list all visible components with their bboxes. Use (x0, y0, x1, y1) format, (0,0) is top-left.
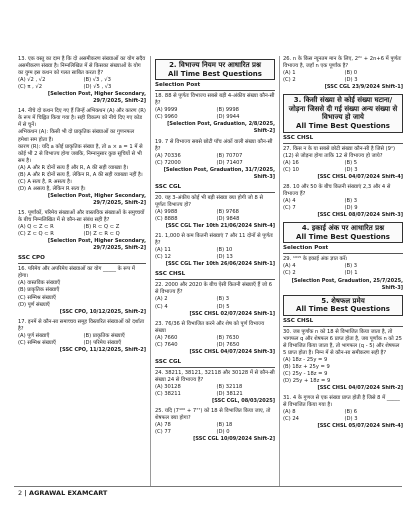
option-d: (D) 25y + 18z = 9 (283, 378, 331, 385)
section-subtitle: All Time Best Questions (168, 69, 262, 78)
question-text: 22. 2000 और 2020 के बीच ऐसी कितनी संख्याएँ हैं जो 6 से विभाज्य हैं? (155, 282, 273, 296)
brand-name: AGRAWAL EXAMCART (29, 489, 108, 497)
option-d: (D) 13 (216, 254, 233, 261)
option-c: (C) 24 (283, 416, 299, 423)
option-d: (D) A असत्य है, लेकिन R सत्य है। (18, 185, 86, 192)
question-31 (283, 395, 403, 430)
question-source: [Selection Post, Graduation, 25/7/2025, Shift-3] (291, 277, 403, 291)
page-footer (18, 489, 107, 497)
option-b: (B) 3 (344, 197, 358, 204)
option-d: (D) √5 , √3 (83, 84, 112, 91)
options (155, 209, 275, 223)
question-26 (283, 56, 403, 91)
option-b: (B) 7630 (216, 334, 239, 341)
question-18 (155, 93, 275, 135)
question-text: 23. 76/36 से विभाजित करने और शेष को पूर्ण विभाज्य संख्या (155, 320, 265, 334)
option-a: (A) 4 (283, 197, 296, 204)
question-14 (18, 108, 146, 207)
option-a: (A) 9988 (155, 208, 178, 215)
exam-heading: SSC CHSL (155, 271, 275, 280)
options (283, 357, 403, 385)
options (283, 160, 403, 174)
option-d: (D) 3 (344, 77, 358, 84)
option-b: (B) √3 , √3 (83, 77, 111, 84)
section-subtitle: All Time Best Questions (296, 305, 390, 314)
option-b: (B) 10 (216, 247, 233, 254)
page-number: 2 (18, 489, 23, 497)
assertion: अभिकथन (A): किसी भी दो प्राकृतिक संख्याओं का गुणनफल हमेशा सम होता है। (18, 129, 135, 143)
question-text: 24. 38211, 38121, 32118 और 30128 में से कौन-सी संख्या 24 से विभाज्य है? (155, 369, 275, 383)
question-source: [Selection Post, Higher Secondary, 29/7/2025, Shift-2] (47, 91, 146, 105)
question-23 (155, 321, 275, 356)
column-divider (279, 56, 280, 486)
option-b: (B) R ⊂ Q ⊂ Z (83, 224, 120, 231)
question-27 (283, 146, 403, 181)
option-b: (B) प्राकृतिक संख्याएँ (83, 332, 125, 339)
question-16 (18, 266, 146, 315)
question-text: 30. जब पूर्णांक n को 18 से विभाजित किया जाता है, तो भागफल q और शेषफल 6 प्राप्त होता है, जब पूर्णांक n को 25 से विभाजित किया जाता है, तो भागफल (q - 5) और शेषफल 5 प्राप्त होता है। निम्न में से कौन-सा समीकरण सही है? (283, 328, 402, 356)
option-d: (D) 38121 (216, 391, 243, 398)
option-c: (C) 7640 (155, 341, 178, 348)
question-19 (155, 139, 275, 181)
question-source: [SSC CGL Tier 10th 26/06/2024 Shift-1] (165, 261, 275, 268)
option-a: (A) 7660 (155, 334, 178, 341)
option-a: (A) 30128 (155, 383, 181, 390)
option-b: (B) 3 (216, 296, 230, 303)
option-b: (B) 18z + 25y = 9 (283, 364, 330, 371)
options (155, 335, 275, 349)
question-text: 31. 4 के गुणज से एक संख्या प्राप्त होती है जिसे 8 में _____ से विभाजित किया गया है। (283, 395, 400, 409)
section-banner (155, 59, 275, 80)
option-d: (D) 0 (216, 429, 230, 436)
option-c: (C) 2 (283, 270, 296, 277)
question-text: 18. 88 से पूर्णतः विभाज्य सबसे बड़ी 4-अंकीय संख्या कौन-सी है? (155, 93, 275, 107)
option-c: (C) 9960 (155, 114, 178, 121)
question-source: [SSC CGL Tier 10th 21/06/2024 Shift-4] (165, 223, 275, 230)
question-30 (283, 329, 403, 392)
footer-divider (14, 486, 402, 487)
question-source: [SSC CPO, 10/12/2025, Shift-2] (59, 308, 146, 315)
option-c: (C) 10 (283, 166, 299, 173)
option-d: (D) 3 (344, 166, 358, 173)
options (155, 107, 275, 121)
question-source: [SSC CHSL 02/07/2024 Shift-1] (189, 310, 275, 317)
question-text: 28. 10 और 50 के बीच कितनी संख्याएं 2,3 और 4 से विभाज्य हैं? (283, 183, 391, 197)
option-c: (C) 25y - 18z = 9 (283, 371, 328, 378)
options (283, 409, 403, 423)
question-text: 25. यदि (7¹⁰⁰ + 7⁷⁷) को 18 से विभाजित किया जाए, तो शेषफल क्या होगा? (155, 408, 271, 422)
option-d: (D) पूर्ण संख्याएँ (18, 301, 50, 308)
options (18, 333, 146, 347)
option-d: (D) 7650 (216, 341, 240, 348)
option-b: (B) 3 (344, 263, 358, 270)
section-banner (283, 222, 403, 243)
section-title: 2. विभाज्य नियम पर आधारित प्रश्न (169, 61, 261, 69)
question-15 (18, 210, 146, 252)
question-source: [Selection Post, Higher Secondary, 29/7/2025, Shift-2] (47, 238, 146, 252)
option-a: (A) 9999 (155, 107, 178, 114)
question-17 (18, 319, 146, 354)
option-c: (C) 12 (155, 254, 171, 261)
section-banner (283, 94, 403, 132)
question-source: [SSC CPO, 11/12/2025, Shift-2] (59, 346, 146, 353)
question-20 (155, 195, 275, 230)
option-a: (A) 18z - 25y = 9 (283, 357, 328, 364)
question-text: 16. परिमेय और अपरिमेय संख्याओं का योग _____ के रूप में होगा। (18, 266, 136, 280)
option-d: (D) 9848 (216, 215, 240, 222)
options (18, 280, 146, 308)
option-b: (B) 9768 (216, 208, 239, 215)
option-c: (C) 7 (283, 205, 296, 212)
options (283, 70, 403, 84)
question-source: [Selection Post, Higher Secondary, 29/7/2025, Shift-2] (47, 192, 146, 206)
question-source: [SSC CHSL 04/07/2024 Shift-2] (317, 385, 403, 392)
option-c: (C) 2 (283, 77, 296, 84)
option-d: (D) 71407 (216, 159, 243, 166)
question-source: [SSC CGL 23/9/2024 Shift-1] (324, 84, 403, 91)
option-c: (C) A सत्य है, R असत्य है। (18, 178, 72, 185)
option-b: (B) 32118 (216, 383, 243, 390)
question-text: 13. एक वस्तु का दाम है कि दो असमीकरण संख्याओं का योग सदैव असमीकरण संख्या है। निम्नलिखित में से किसका संख्याओं के योग का युग्म इस कथन को गलत साबित करता है? (18, 56, 146, 77)
question-text: 20. यह 3-अंकीय कोई भी बड़ी संख्या क्या होगी जो 8 से पूर्णतः विभाज्य हो? (155, 194, 263, 208)
column-right (283, 56, 403, 433)
options (18, 77, 146, 91)
option-d: (D) 3 (344, 416, 358, 423)
option-b: (B) प्राकृतिक संख्याएँ (18, 287, 60, 294)
option-d: (D) 1 (344, 270, 358, 277)
question-source: [SSC CGL 10/09/2024 Shift-2] (193, 436, 275, 443)
question-22 (155, 282, 275, 317)
exam-heading: Selection Post (283, 245, 403, 254)
reason: कारण (R): यदि a कोई प्राकृतिक संख्या है, तो a × a = 1 में से कोई भी 2 से विभाज्य होगा जबकि, निम्नानुसार कुछ सूचियों से भी सम है। (18, 143, 143, 164)
exam-heading: SSC CPO (18, 255, 146, 264)
section-subtitle: All Time Best Questions (296, 122, 390, 131)
option-c: (C) सम्मिश्र संख्याएँ (18, 294, 56, 301)
option-a: (A) 4 (283, 263, 296, 270)
option-c: (C) Z ⊂ Q ⊂ R (18, 231, 54, 238)
exam-heading: SSC CHSL (283, 135, 403, 144)
option-b: (B) A और R दोनों सत्य हैं, लेकिन R, A की सही व्याख्या नहीं है। (18, 171, 143, 178)
question-28 (283, 184, 403, 219)
question-source: [SSC CHSL 04/07/2024 Shift-4] (317, 173, 403, 180)
option-c: (C) 8888 (155, 215, 178, 222)
exam-heading: SSC CGL (155, 184, 275, 193)
question-text: 21. 1,000 से कम कितनी संख्याएं 7 और 11 दोनों से पूर्णतः है? (155, 233, 273, 247)
option-d: (D) 5 (216, 303, 230, 310)
option-b: (B) 6 (344, 409, 358, 416)
option-c: (C) 4 (155, 303, 168, 310)
option-a: (A) वास्तविक संख्याएँ (18, 280, 61, 287)
option-a: (A) 1 (283, 70, 296, 77)
option-c: (C) π , √2 (18, 84, 42, 91)
section-banner (283, 295, 403, 316)
question-source: [SSC CHSL 08/07/2024 Shift-3] (317, 212, 403, 219)
option-b: (B) 9998 (216, 107, 239, 114)
option-c: (C) 72000 (155, 159, 181, 166)
question-24 (155, 370, 275, 405)
section-title: 5. शेषफल प्रमेय (321, 296, 365, 305)
question-13 (18, 56, 146, 105)
section-subtitle: All Time Best Questions (296, 232, 390, 241)
footer-separator: | (24, 489, 30, 497)
section-title: 4. इकाई अंक पर आधारित प्रश्न (301, 224, 385, 233)
question-source: [SSC CHSL 05/07/2024 Shift-4] (317, 423, 403, 430)
option-c: (C) 77 (155, 429, 171, 436)
option-b: (B) 18 (216, 422, 233, 429)
question-text: 29. ¹⁰¹⁵ के इकाई अंक ज्ञात करें। (283, 256, 348, 263)
option-b: (B) 70707 (216, 152, 243, 159)
column-left (18, 56, 146, 357)
question-29 (283, 256, 403, 291)
options (18, 165, 146, 193)
question-text: 19. 7 से विभाज्य सबसे छोटी पाँच अंकों वाली संख्या कौन-सी है? (155, 138, 273, 152)
option-d: (D) Z ⊂ R ⊂ Q (83, 231, 120, 238)
options (155, 384, 275, 398)
options (283, 198, 403, 212)
exam-heading: SSC CHSL (283, 318, 403, 327)
option-a: (A) 78 (155, 422, 171, 429)
option-c: (C) सम्मिश्र संख्याएँ (18, 339, 56, 346)
options (155, 296, 275, 310)
exam-heading: Selection Post (155, 82, 275, 91)
question-source: [SSC CGL, 08/03/2025] (211, 398, 275, 405)
question-text: 15. पूर्णांकों, परिमेय संख्याओं और वास्तविक संख्याओं के समुच्चयों के बीच निम्नलिखित में से कौन-सा संबंध सही है? (18, 209, 145, 224)
option-a: (A) √2 , √2 (18, 77, 46, 84)
options (155, 247, 275, 261)
option-d: (D) 9944 (216, 114, 240, 121)
options (155, 153, 275, 167)
option-d: (D) 9 (344, 205, 358, 212)
option-a: (A) Q ⊂ Z ⊂ R (18, 224, 54, 231)
option-a: (A) 11 (155, 247, 171, 254)
options (155, 422, 275, 436)
option-b: (B) 5 (344, 159, 358, 166)
question-25 (155, 408, 275, 443)
question-source: [Selection Post, Graduation, 31/7/2025, Shift-3] (163, 166, 275, 180)
option-b: (B) 0 (344, 70, 358, 77)
question-21 (155, 233, 275, 268)
question-text: 17. इनमें से कौन-सा समाच्चय समूह विस्तारित संख्याओं को दर्शाता है? (18, 318, 145, 332)
exam-heading: SSC CGL (155, 359, 275, 368)
section-title: 3. किसी संख्या से कोई संख्या घटाना/ जोड़ना जिससे दी गई संख्या अन्य संख्या से विभाज्य हो जाये (288, 96, 398, 122)
options (18, 224, 146, 238)
option-c: (C) 38211 (155, 391, 181, 398)
question-text: 26. n के किस न्यूनतम मान के लिए, 2²ⁿ + 2n+6 में पूर्णतः विभाज्य है, जहाँ n एक पूर्णांक है? (283, 56, 402, 70)
question-text: 27. किस न के या सबसे छोटी संख्या कौन-सी है जिसे (9ⁿ)(12) से जोड़ना होगा ताकि 12 से विभाज्य हो जाये? (283, 145, 396, 159)
option-a: (A) 70336 (155, 152, 181, 159)
option-a: (A) 16 (283, 159, 299, 166)
column-divider (150, 56, 151, 486)
question-source: [SSC CHSL 04/07/2024 Shift-3] (189, 348, 275, 355)
options (283, 263, 403, 277)
option-a: (A) 2 (155, 296, 168, 303)
question-text: 14. नीचे दो कथन दिए गए हैं जिन्हें अभिकथन (A) और कारण (R) के रूप में चिह्नित किया गया है। सही विकल्प को नीचे दिए गए कोड में से चुनें। (18, 108, 146, 129)
question-source: [Selection Post, Graduation, 2/8/2025, Shift-2] (167, 121, 275, 135)
option-d: (D) परिमेय संख्याएँ (83, 339, 122, 346)
option-a: (A) 8 (283, 409, 296, 416)
column-middle (155, 56, 275, 446)
option-a: (A) A और R दोनों सत्य हैं और R, A की सही व्याख्या है। (18, 164, 129, 171)
option-a: (A) पूर्ण संख्याएँ (18, 332, 50, 339)
